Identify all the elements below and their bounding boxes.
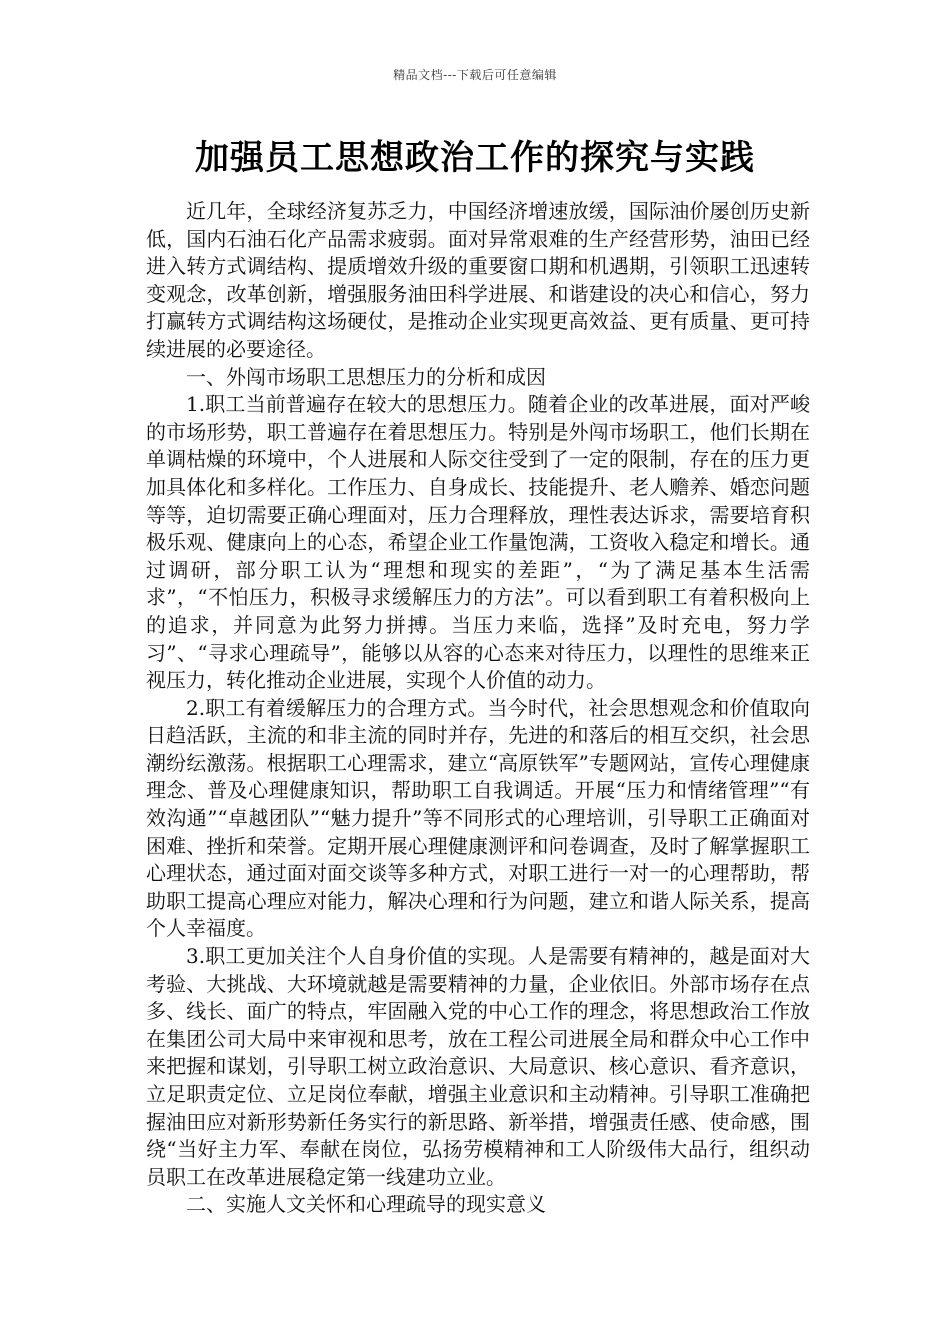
document-title: 加强员工思想政治工作的探究与实践: [195, 138, 755, 178]
section-heading-2: 二、实施人文关怀和心理疏导的现实意义: [186, 1192, 546, 1217]
document-body: [146, 198, 810, 1219]
paragraph-point-3: 3.职工更加关注个人自身价值的实现。人是需要有精神的，越是面对大考验、大挑战、大环境就越是需要精神的力量，企业依旧。外部市场存在点多、线长、面广的特点，牢固融入党的中心工作的理念，将思想政治工作放在集团公司大局中来审视和思考，放在工程公司进展全局和群众中心工作中来把握和谋划，引导职工树立政治意识、大局意识、核心意识、看齐意识，立足职责定位、立足岗位奉献，增强主业意识和主动精神。引导职工准确把握油田应对新形势新任务实行的新思路、新举措，增强责任感、使命感，围绕“当好主力军、奉献在岗位，弘扬劳模精神和工人阶级伟大品行，组织动员职工在改革进展稳定第一线建功立业。: [146, 944, 810, 1189]
header-note: 精品文档---下载后可任意编辑: [393, 68, 557, 82]
paragraph-intro: 近几年，全球经济复苏乏力，中国经济增速放缓，国际油价屡创历史新低，国内石油石化产品需求疲弱。面对异常艰难的生产经营形势，油田已经进入转方式调结构、提质增效升级的重要窗口期和机遇期，引领职工迅速转变观念，改革创新，增强服务油田科学进展、和谐建设的决心和信心，努力打赢转方式调结构这场硬仗，是推动企业实现更高效益、更有质量、更可持续进展的必要途径。: [146, 199, 810, 361]
paragraph-point-2: 2.职工有着缓解压力的合理方式。当今时代，社会思想观念和价值取向日趋活跃，主流的和非主流的同时并存，先进的和落后的相互交织，社会思潮纷纭激荡。根据职工心理需求，建立“高原铁军”专题网站，宣传心理健康理念、普及心理健康知识，帮助职工自我调适。开展“压力和情绪管理”“有效沟通”“卓越团队”“魅力提升”等不同形式的心理培训，引导职工正确面对困难、挫折和荣誉。定期开展心理健康测评和问卷调查，及时了解掌握职工心理状态，通过面对面交谈等多种方式，对职工进行一对一的心理帮助，帮助职工提高心理应对能力，解决心理和行为问题，建立和谐人际关系，提高个人幸福度。: [146, 695, 810, 941]
section-heading-1: 一、外闯市场职工思想压力的分析和成因: [186, 364, 546, 389]
paragraph-point-1: 1.职工当前普遍存在较大的思想压力。随着企业的改革进展，面对严峻的市场形势，职工普遍存在着思想压力。特别是外闯市场职工，他们长期在单调枯燥的环境中，个人进展和人际交往受到了一定的限制，存在的压力更加具体化和多样化。工作压力、自身成长、技能提升、老人赡养、婚恋问题等等，迫切需要正确心理面对，压力合理释放，理性表达诉求，需要培育积极乐观、健康向上的心态，希望企业工作量饱满，工资收入稳定和增长。通过调研，部分职工认为“理想和现实的差距”，“为了满足基本生活需求”，“不怕压力，积极寻求缓解压力的方法”。可以看到职工有着积极向上的追求，并同意为此努力拼搏。当压力来临，选择”及时充电，努力学习”、“寻求心理疏导”，能够以从容的心态来对待压力，以理性的思维来正视压力，转化推动企业进展，实现个人价值的动力。: [146, 392, 810, 693]
